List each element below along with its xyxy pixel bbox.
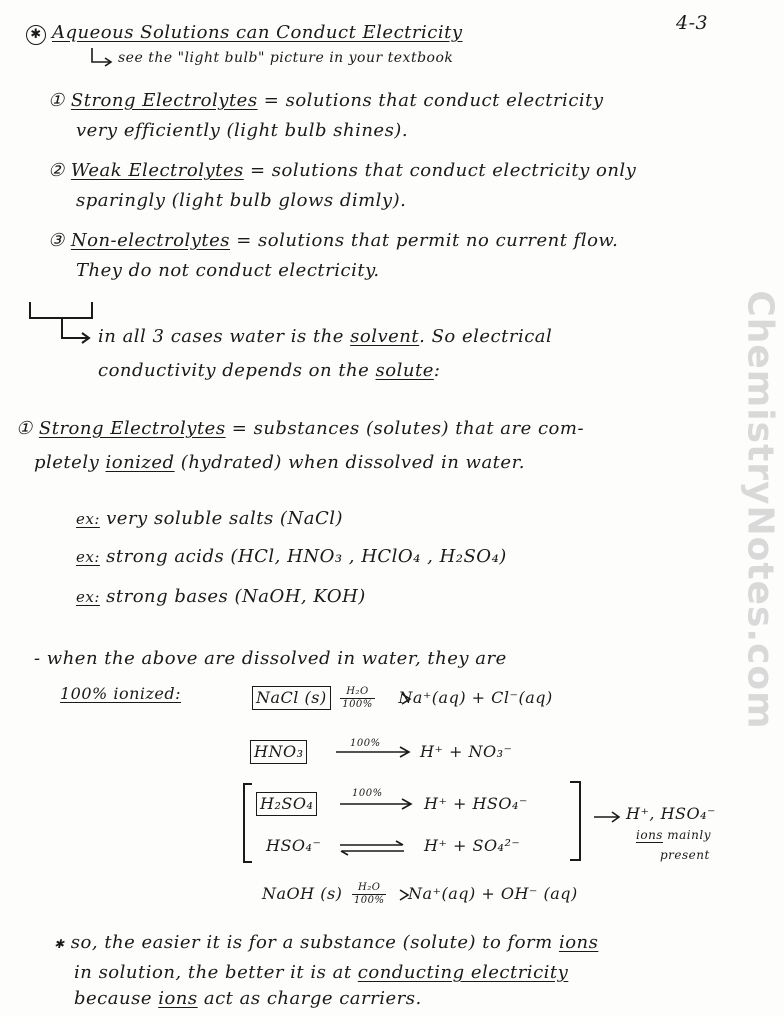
cases-text: . So electrical: [419, 326, 553, 347]
example-label: ex:: [76, 588, 100, 606]
products: H⁺ + NO₃⁻: [420, 742, 513, 761]
conclusion-text: in solution, the better it is at: [74, 962, 358, 983]
reactant-box: HNO₃: [250, 740, 307, 764]
arrow-top-label: 100%: [352, 788, 383, 799]
ions-word: ions: [558, 932, 599, 953]
conclusion-text: so, the easier it is for a substance (solute) to form: [70, 932, 559, 953]
arrow-bottom-label: 100%: [353, 895, 385, 906]
conducting-electricity-phrase: conducting electricity: [357, 962, 569, 983]
conclusion-line1: [54, 932, 598, 953]
reactant-box: NaCl (s): [252, 686, 331, 710]
ionized-word: ionized: [105, 452, 175, 473]
arrow-top-label: 100%: [350, 738, 381, 749]
reactant: NaOH (s): [262, 884, 343, 903]
asterisk-icon: ✱: [26, 25, 46, 45]
cases-text: conductivity depends on the: [98, 360, 376, 381]
definition-term: Strong Electrolytes: [70, 90, 258, 111]
definition-text: = solutions that conduct electricity only: [243, 160, 637, 181]
definition-2: [48, 160, 636, 181]
arrow-top-label: H₂O: [352, 882, 386, 895]
definition-term: Non-electrolytes: [70, 230, 231, 251]
arrow-top-label: H₂O: [340, 686, 374, 699]
example-text: strong acids (HCl, HNO₃ , HClO₄ , H₂SO₄): [106, 546, 507, 567]
example-text: very soluble salts (NaCl): [106, 508, 343, 529]
conclusion-text: because: [74, 988, 159, 1009]
example-1: [76, 508, 343, 529]
reaction-arrow: [352, 882, 386, 907]
reactant-box: H₂SO₄: [256, 792, 317, 816]
products: H⁺ + SO₄²⁻: [424, 836, 521, 855]
example-label: ex:: [76, 548, 100, 566]
strong-text: = substances (solutes) that are com-: [225, 418, 585, 439]
circle-number: ③: [48, 230, 65, 251]
equation-nacl: [252, 686, 553, 711]
solute-word: solute: [375, 360, 434, 381]
page-number: 4-3: [676, 12, 709, 34]
reaction-arrow: [340, 686, 374, 711]
circle-number: ①: [16, 418, 33, 439]
equation-naoh: [262, 882, 578, 907]
ions-word: ions: [158, 988, 198, 1009]
page-title: Aqueous Solutions can Conduct Electricity: [52, 22, 463, 43]
strong-text: (hydrated) when dissolved in water.: [174, 452, 525, 473]
definition-text: = solutions that conduct electricity: [257, 90, 604, 111]
strong-electrolytes-line2: [34, 452, 525, 473]
result-note2: present: [660, 848, 710, 862]
example-text: strong bases (NaOH, KOH): [106, 586, 366, 607]
conclusion-line3: [74, 988, 422, 1009]
conclusion-text: act as charge carriers.: [197, 988, 422, 1009]
example-3: [76, 586, 366, 607]
result-ions: H⁺, HSO₄⁻: [626, 804, 716, 823]
ionized-label: 100% ionized:: [60, 684, 182, 703]
cases-text: :: [433, 360, 441, 381]
strong-electrolytes-line1: [16, 418, 584, 439]
cases-line2: [98, 360, 440, 381]
definition-text: = solutions that permit no current flow.: [230, 230, 619, 251]
star-icon: ✱: [54, 937, 65, 951]
products: H⁺ + HSO₄⁻: [424, 794, 528, 813]
equation-hno3: [250, 740, 307, 764]
watermark: ChemistryNotes.com: [739, 290, 781, 730]
definition-3: [48, 230, 618, 251]
conclusion-line2: [74, 962, 568, 983]
cases-line1: [98, 326, 552, 347]
definition-1-line2: very efficiently (light bulb shines).: [76, 120, 409, 141]
equation-h2so4: [256, 792, 317, 816]
example-label: ex:: [76, 510, 100, 528]
subtitle: see the "light bulb" picture in your textbook: [118, 50, 454, 66]
definition-2-line2: sparingly (light bulb glows dimly).: [76, 190, 407, 211]
strong-text: pletely: [34, 452, 106, 473]
note-text: mainly: [662, 828, 711, 842]
definition-3-line2: They do not conduct electricity.: [76, 260, 380, 281]
circle-number: ②: [48, 160, 65, 181]
solvent-word: solvent: [350, 326, 420, 347]
title-line: [26, 22, 463, 45]
definition-term: Weak Electrolytes: [70, 160, 244, 181]
result-note: [636, 828, 711, 842]
products: Na⁺(aq) + Cl⁻(aq): [398, 688, 553, 707]
cases-text: in all 3 cases water is the: [98, 326, 351, 347]
ions-word: ions: [636, 828, 663, 842]
strong-term: Strong Electrolytes: [38, 418, 226, 439]
products: Na⁺(aq) + OH⁻ (aq): [408, 884, 578, 903]
example-2: [76, 546, 507, 567]
circle-number: ①: [48, 90, 65, 111]
hso4-reactant: HSO₄⁻: [266, 836, 322, 855]
arrow-bottom-label: 100%: [342, 699, 373, 710]
definition-1: [48, 90, 604, 111]
ionization-intro: - when the above are dissolved in water, they are: [34, 648, 507, 669]
